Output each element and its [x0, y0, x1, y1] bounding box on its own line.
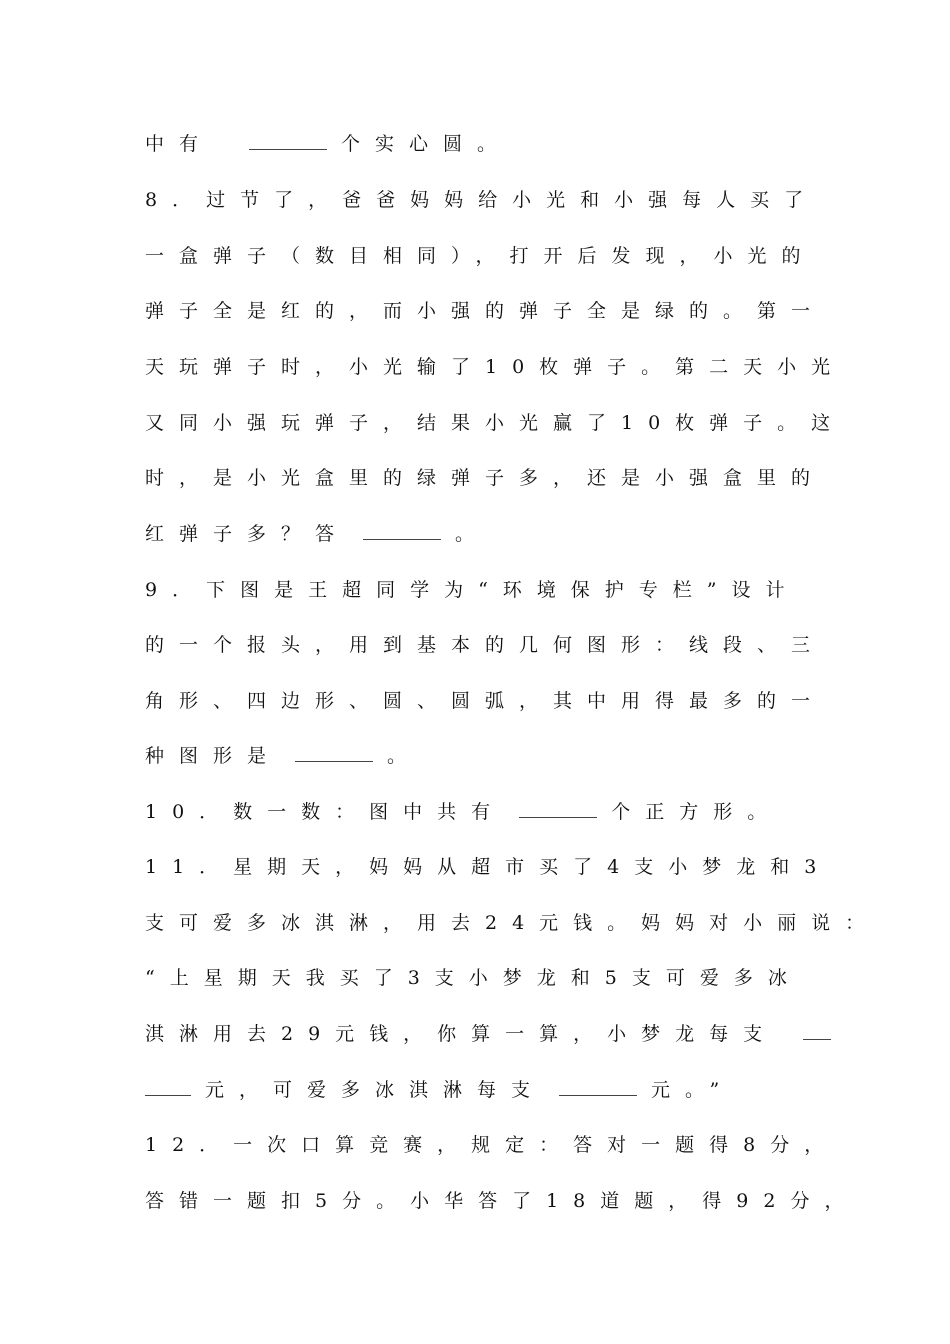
answer-blank[interactable]: [519, 816, 597, 818]
line-text: 8．过节了，爸爸妈妈给小光和小强每人买了: [145, 189, 819, 211]
question-12-line-1: [145, 1133, 845, 1157]
question-11-line-5: [145, 1078, 845, 1102]
question-8-line-6: [145, 466, 845, 490]
question-8-line-1: [145, 188, 845, 212]
answer-blank[interactable]: [145, 1094, 191, 1096]
question-12-line-2: [145, 1189, 859, 1213]
line-text: “上星期天我买了3支小梦龙和5支可爱多冰: [145, 967, 802, 989]
question-11-line-2: [145, 911, 880, 935]
line-text: 种图形是: [145, 745, 282, 767]
question-9-line-4: [145, 744, 845, 768]
question-8-line-5: [145, 411, 845, 435]
line-text: 个实心圆。: [341, 133, 512, 155]
line-text: 时，是小光盒里的绿弹子多，还是小强盒里的: [145, 467, 826, 489]
question-11-line-3: [145, 966, 845, 990]
question-8-line-3: [145, 299, 845, 323]
line-text: 天玩弹子时，小光输了10枚弹子。第二天小光: [145, 356, 846, 378]
line-text: 弹子全是红的，而小强的弹子全是绿的。第一: [145, 300, 826, 322]
question-11-line-1: [145, 855, 845, 879]
line-text: 答错一题扣5分。小华答了18道题，得92分，: [145, 1190, 859, 1212]
answer-blank[interactable]: [249, 148, 327, 150]
answer-blank[interactable]: [363, 538, 441, 540]
question-9-line-3: [145, 689, 845, 713]
line-text: 个正方形。: [611, 801, 782, 823]
question-10-line-1: [145, 800, 845, 824]
line-text: 又同小强玩弹子，结果小光赢了10枚弹子。这: [145, 412, 846, 434]
line-text: 元。”: [651, 1079, 735, 1101]
answer-blank[interactable]: [559, 1094, 637, 1096]
question-9-line-1: [145, 578, 845, 602]
line-text: 一盒弹子（数目相同），打开后发现，小光的: [145, 245, 816, 267]
question-8-line-4: [145, 355, 845, 379]
question-9-line-2: [145, 633, 845, 657]
line-text: 淇淋用去29元钱，你算一算，小梦龙每支: [145, 1023, 778, 1045]
question-8-line-2: [145, 244, 845, 268]
line-text: 角形、四边形、圆、圆弧，其中用得最多的一: [145, 690, 826, 712]
line-text: 中有: [145, 133, 214, 155]
question-8-line-7: [145, 522, 845, 546]
line-text: 12．一次口算竞赛，规定：答对一题得8分，: [145, 1134, 839, 1156]
question-11-line-4: [145, 1022, 845, 1046]
line-text: 9．下图是王超同学为“环境保护专栏”设计: [145, 579, 800, 601]
line-text: 支可爱多冰淇淋，用去24元钱。妈妈对小丽说：: [145, 912, 880, 934]
line-text: 11．星期天，妈妈从超市买了4支小梦龙和3: [145, 856, 832, 878]
answer-blank[interactable]: [803, 1038, 831, 1040]
line-text: 元，可爱多冰淇淋每支: [205, 1079, 546, 1101]
line-text: 红弹子多？答: [145, 523, 350, 545]
line-text: 。: [455, 523, 490, 545]
line-text: 的一个报头，用到基本的几何图形：线段、三: [145, 634, 826, 656]
line-text: 。: [387, 745, 422, 767]
line-text: 10．数一数：图中共有: [145, 801, 506, 823]
text-line-1: [145, 132, 845, 156]
answer-blank[interactable]: [295, 760, 373, 762]
